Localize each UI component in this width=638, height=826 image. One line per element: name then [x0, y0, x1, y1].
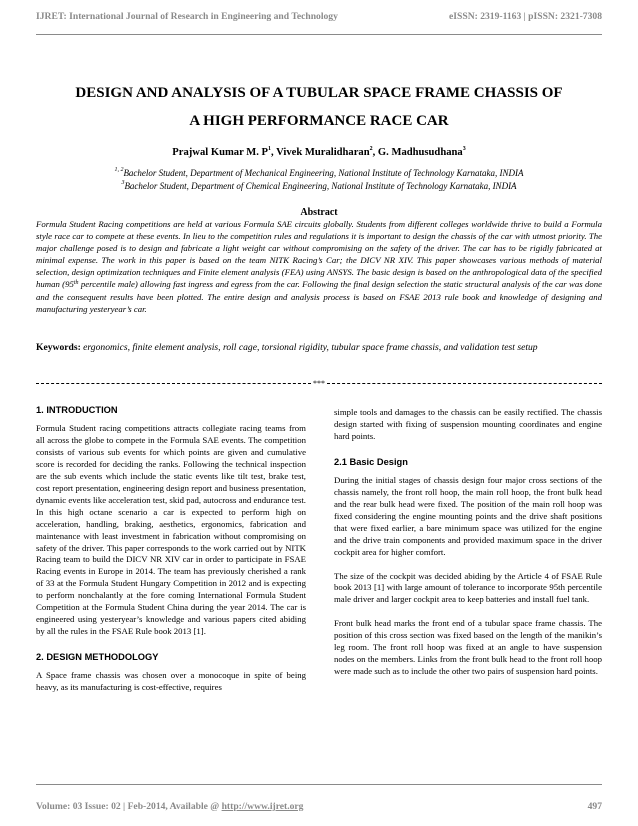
abstract-text-1: Formula Student Racing competitions are held at various Formula SAE circuits globally. Students from different colleges worldwide thrive to build a Formula style race car to compete at these events. In lieu to the competition rules and regulations it is important to design the chassis of the car with utmost priority. The major challenge posed is to design and fabricate a light weight car without compromising on the safety of the driver. The car has to be rigidly fabricated at minimal expense. The work in this paper is based on the team NITK Racing’s Car; the DICV NR XIV. This paper showcases various methods of material selection, design optimization techniques and Finite element analysis (FEA) using ANSYS. The basic design is based on the anthropological data of the specified human (95	[36, 219, 602, 290]
author-3-marker: 3	[462, 146, 466, 152]
abstract-superscript: th	[73, 280, 79, 287]
paper-title	[32, 79, 606, 135]
methodology-paragraph: A Space frame chassis was chosen over a monocoque in spite of being heavy, as its manufacturing is cost-effective, requires	[36, 670, 306, 693]
basic-design-heading: 2.1 Basic Design	[334, 456, 408, 467]
title-line-1: DESIGN AND ANALYSIS OF A TUBULAR SPACE FRAME CHASSIS OF	[75, 85, 563, 101]
introduction-paragraph: Formula Student racing competitions attracts collegiate racing teams from all across the globe to compete in the Formula SAE events. The competition consists of various sub events for which points are given and cumulative score is recorded for deciding the ranks. Following the technical inspection are the sub events which include the static events like tilt test, brake test, cost report presentation, engineering design report and business presentation, dynamic events like acceleration test, skid pad, autocross and endurance test. In this high octane scenario a car is expected to perform high on acceleration, handling, braking, aesthetics, ergonomics, fabrication and maintenance with least investment in fabrication without compromising on safety of the driver. This paper corresponds to the work carried out by NITK Racing team to build the DICV NR XIV car in order to participate in FSAE Racing events in Europe in 2014. The team has previously cherished a rank of 33 at the Formula Student Hungary Competition in 2012 and is expecting to perform nonchalantly at the fore coming International Formula Student Competition at the Formula Student China during the year 2014. The car is engineered using yesteryear’s knowledge and various papers cited abiding by all the rules in the FSAE Rule book 2013 [1].	[36, 423, 306, 637]
author-2-marker: 2	[369, 146, 373, 152]
abstract-text-2: percentile male) allowing fast ingress and egress from the car. Following the final design selection the static structural analysis of the car was done and the consequent results have been plotted. The entire design and analysis process is based on FSAE 2013 rule book and knowledge of designing and manufacturing yesteryear’s car.	[36, 279, 602, 314]
section-spacer	[36, 638, 306, 651]
keywords-label: Keywords:	[36, 342, 81, 353]
affiliation-2	[36, 181, 602, 191]
abstract-heading: Abstract	[300, 207, 338, 218]
affiliation-1-marker: 1, 2	[114, 167, 124, 173]
footer-volume-text: Volume: 03 Issue: 02 | Feb-2014, Available @	[36, 801, 222, 812]
right-column	[334, 407, 602, 678]
affiliation-2-text: Bachelor Student, Department of Chemical Engineering, National Institute of Technology Karnataka, INDIA	[124, 181, 517, 191]
title-line-2: A HIGH PERFORMANCE RACE CAR	[189, 113, 449, 129]
methodology-heading: 2. DESIGN METHODOLOGY	[36, 652, 159, 663]
author-1-marker: 1	[268, 146, 272, 152]
keywords-text: ergonomics, finite element analysis, roll cage, torsional rigidity, tubular space frame chassis, and validation test setup	[80, 342, 538, 353]
author-1: Prajwal Kumar M. P	[172, 147, 269, 158]
left-column	[36, 404, 306, 694]
divider-stars: ***	[313, 378, 325, 388]
author-list	[36, 147, 602, 158]
basic-design-paragraph-1: During the initial stages of chassis design four major cross sections of the chassis namely, the front roll hoop, the main roll hoop, the front bulk head and the rear bulk head were fixed. The position of the main roll hoop was fixed considering the engine mounting points and the drive shaft positions that were fixed earlier, a bare minimum space was utilized for the engine and the drive train components and provided maximum space in the driver cockpit area for higher comfort.	[334, 474, 602, 557]
footer-rule	[36, 784, 602, 785]
journal-name: IJRET: International Journal of Research in Engineering and Technology	[36, 11, 338, 22]
paragraph-spacer	[334, 559, 602, 571]
divider-dashes-right	[327, 383, 602, 384]
footer-volume-info	[36, 801, 303, 812]
introduction-heading: 1. INTRODUCTION	[36, 405, 118, 415]
running-footer	[36, 801, 602, 812]
affiliation-1-text: Bachelor Student, Department of Mechanical Engineering, National Institute of Technology Karnataka, INDIA	[123, 168, 524, 178]
paragraph-spacer	[334, 606, 602, 618]
issn-info: eISSN: 2319-1163 | pISSN: 2321-7308	[449, 11, 602, 22]
basic-design-paragraph-2: The size of the cockpit was decided abiding by the Article 4 of FSAE Rule book 2013 [1] with large amount of tolerance to incorporate 95th percentile male driver and larger cockpit area to keep batteries and install fuel tank.	[334, 570, 602, 605]
affiliation-1	[36, 168, 602, 178]
author-2: , Vivek Muralidharan	[271, 147, 370, 158]
running-header	[36, 11, 602, 22]
keywords	[36, 337, 602, 359]
page-number: 497	[587, 801, 602, 812]
methodology-continued: simple tools and damages to the chassis can be easily rectified. The chassis design started with fixing of suspension mounting coordinates and engine hard points.	[334, 407, 602, 441]
section-divider	[36, 378, 602, 388]
journal-website-link[interactable]: http://www.ijret.org	[221, 801, 304, 812]
abstract-body	[36, 218, 602, 315]
basic-design-paragraph-3: Front bulk head marks the front end of a tubular space frame chassis. The position of this cross section was fixed based on the length of the manikin’s leg room. The front roll hoop was fixed at an angle to have suspension nodes on the members. Links from the front bulk head to the front roll hoop were made such as to include the other two pairs of suspension hard points.	[334, 618, 602, 677]
header-rule	[36, 34, 602, 35]
author-3: , G. Madhusudhana	[372, 147, 463, 158]
section-spacer	[334, 443, 602, 456]
affiliation-2-marker: 3	[121, 180, 125, 186]
divider-dashes-left	[36, 383, 311, 384]
